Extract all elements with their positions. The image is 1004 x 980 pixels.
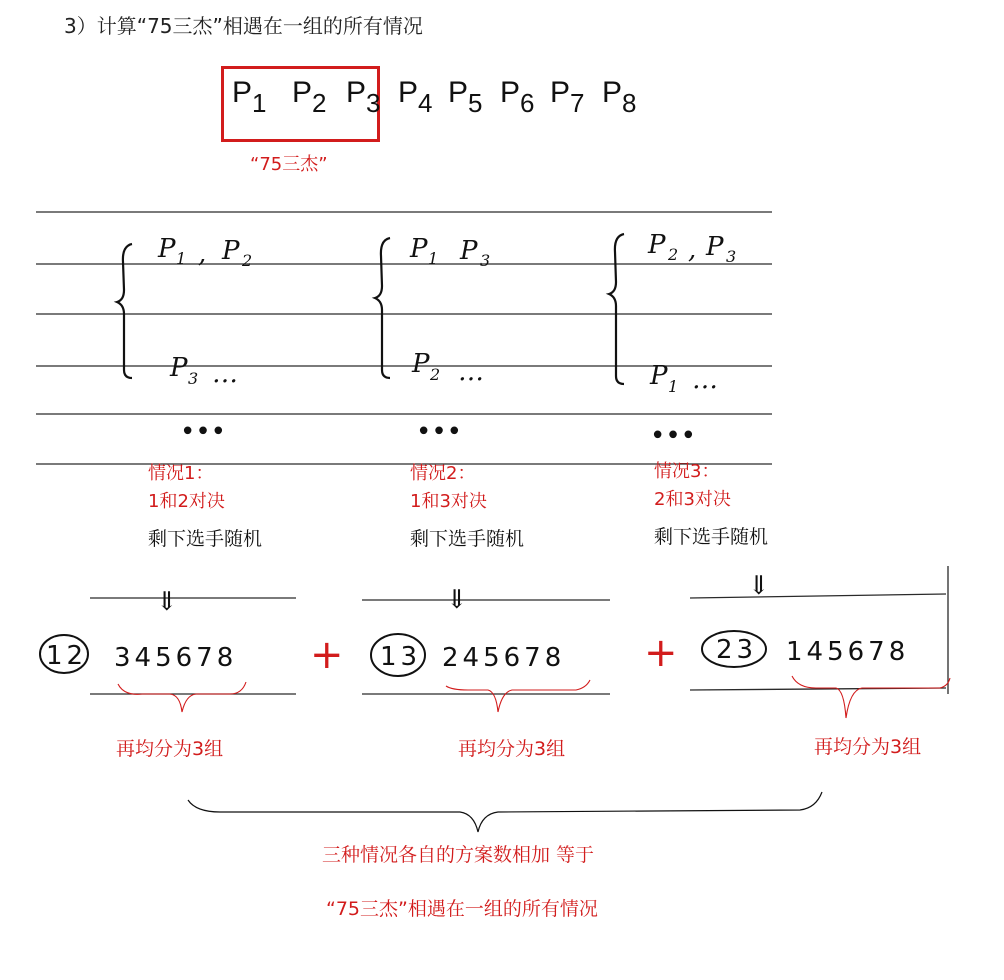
player-p5: $P_5$ <box>448 76 483 118</box>
c1-more-dots: ••• <box>180 417 227 447</box>
c1-pair-sep: , <box>198 239 207 269</box>
summary-line-1: 三种情况各自的方案数相加 等于 <box>322 844 595 866</box>
c2-pair-a: P <box>410 234 428 264</box>
c2-down-arrow-icon: ⇓ <box>446 585 468 615</box>
c2-regroup-label: 再均分为3组 <box>458 738 566 760</box>
column-3-pair <box>647 230 736 451</box>
player-p1: $P_1$ <box>232 76 267 118</box>
c1-pair-b: P <box>222 236 240 266</box>
c1-rest-p: P <box>170 353 188 383</box>
c1-circled-pair: 12 <box>46 641 88 671</box>
case-1-desc: 1和2对决 <box>148 491 225 512</box>
c1-remaining-numbers: 345678 <box>114 643 238 673</box>
c3-rest-dots: … <box>692 365 718 395</box>
c2-pair-b: P <box>460 236 478 266</box>
c1-down-arrow-icon: ⇓ <box>156 587 178 617</box>
player-p7: $P_7$ <box>550 76 585 118</box>
c3-pair-a-sub: 2 <box>668 245 679 264</box>
player-p3: $P_3$ <box>346 76 381 118</box>
notebook-rules-bottom <box>90 566 948 694</box>
regroup-braces <box>118 676 950 718</box>
c2-rest-sub: 2 <box>430 365 441 384</box>
player-p2: $P_2$ <box>292 76 327 118</box>
case-1-title: 情况1： <box>148 463 214 484</box>
c2-remaining-numbers: 245678 <box>442 643 566 673</box>
c2-circled-pair: 13 <box>380 642 422 672</box>
c1-pair-a: P <box>158 234 176 264</box>
c3-pair-b-sub: 3 <box>726 247 737 266</box>
brace-marks <box>117 234 624 384</box>
case-2-desc: 1和3对决 <box>410 491 487 512</box>
c2-rest-dots: … <box>458 357 484 387</box>
trio-label: “75三杰” <box>250 154 328 175</box>
c3-regroup-label: 再均分为3组 <box>814 736 922 758</box>
c3-circled-pair: 23 <box>716 635 758 665</box>
case-2-title: 情况2： <box>410 463 476 484</box>
case-3-desc: 2和3对决 <box>654 489 731 510</box>
c2-rest-p: P <box>412 349 430 379</box>
plus-sign-1: + <box>310 632 344 678</box>
c2-pair-a-sub: 1 <box>428 249 439 268</box>
summary-line-2: “75三杰”相遇在一组的所有情况 <box>326 898 598 920</box>
player-p8: $P_8$ <box>602 76 637 118</box>
c1-pair-a-sub: 1 <box>176 249 187 268</box>
case-3-title: 情况3： <box>654 461 720 482</box>
c3-pair-a: P <box>648 230 666 260</box>
c3-pair-b: P <box>706 232 724 262</box>
section-title: 3）计算“75三杰”相遇在一组的所有情况 <box>64 14 423 38</box>
column-2-pair <box>409 234 490 447</box>
c1-rest-sub: 3 <box>188 369 199 388</box>
player-p4: $P_4$ <box>398 76 433 118</box>
player-p6: $P_6$ <box>500 76 535 118</box>
c1-pair-b-sub: 2 <box>242 251 253 270</box>
c3-remaining-numbers: 145678 <box>786 637 910 667</box>
c3-more-dots: ••• <box>650 421 697 451</box>
c3-rest-sub: 1 <box>668 377 679 396</box>
summary-brace <box>188 792 822 832</box>
c3-down-arrow-icon: ⇓ <box>748 571 770 601</box>
c1-regroup-label: 再均分为3组 <box>116 738 224 760</box>
plus-sign-2: + <box>644 630 678 676</box>
c3-pair-sep: , <box>688 235 697 265</box>
c2-pair-b-sub: 3 <box>480 251 491 270</box>
case-3-rest: 剩下选手随机 <box>654 526 769 548</box>
column-1-pair <box>157 234 252 447</box>
c3-rest-p: P <box>650 361 668 391</box>
c2-more-dots: ••• <box>416 417 463 447</box>
case-2-rest: 剩下选手随机 <box>410 528 525 550</box>
c1-rest-dots: … <box>212 359 238 389</box>
case-1-rest: 剩下选手随机 <box>148 528 263 550</box>
